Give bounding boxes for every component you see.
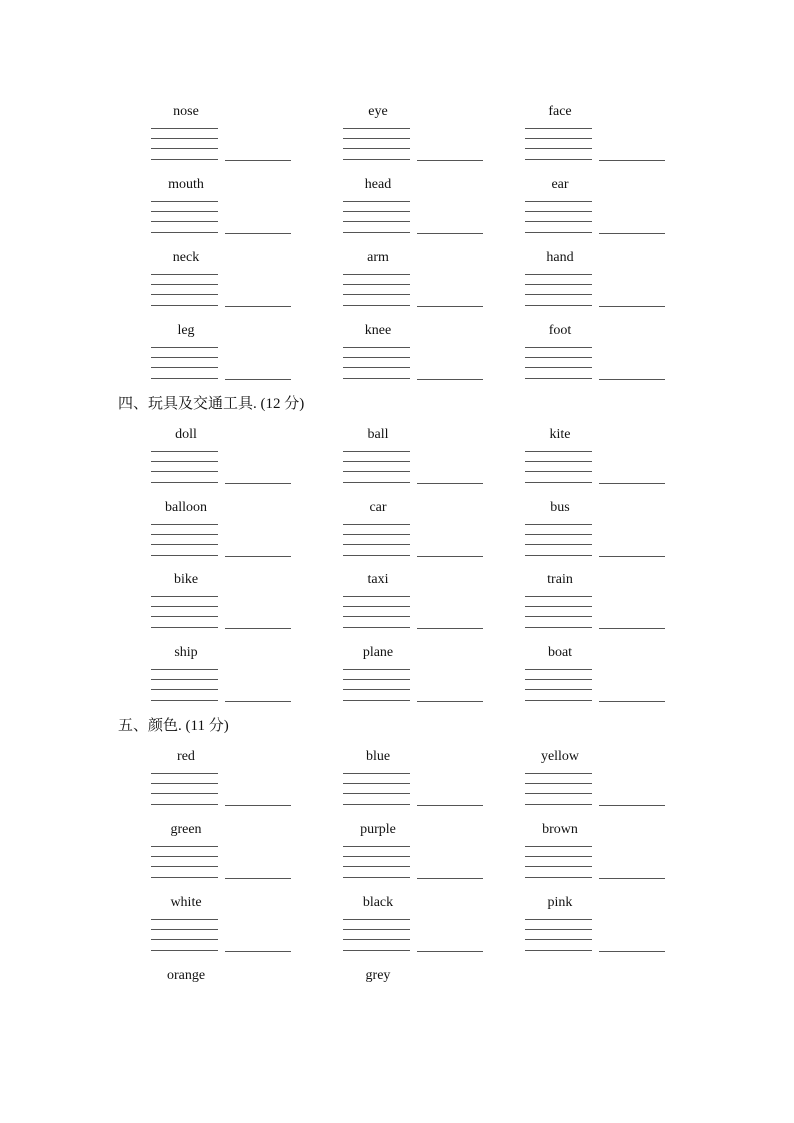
- guide-line: [525, 679, 592, 680]
- vocabulary-word: green: [170, 822, 202, 837]
- vocabulary-word: knee: [364, 323, 392, 338]
- guide-line: [151, 201, 218, 202]
- four-line-writing-guide[interactable]: [525, 201, 592, 233]
- guide-line: [525, 471, 592, 472]
- guide-line: [525, 793, 592, 794]
- guide-line: [525, 232, 592, 233]
- four-line-writing-guide[interactable]: [525, 347, 592, 379]
- guide-line: [151, 367, 218, 368]
- word-cell: [343, 895, 493, 965]
- four-line-writing-guide[interactable]: [343, 274, 410, 306]
- guide-line: [525, 461, 592, 462]
- answer-blank[interactable]: [599, 483, 665, 484]
- guide-line: [343, 471, 410, 472]
- guide-line: [151, 347, 218, 348]
- guide-line: [525, 274, 592, 275]
- vocabulary-word: ship: [174, 645, 198, 660]
- answer-blank[interactable]: [599, 160, 665, 161]
- guide-line: [343, 689, 410, 690]
- section-heading-toys-transport: 四、玩具及交通工具. (12 分): [118, 396, 305, 412]
- guide-line: [151, 357, 218, 358]
- guide-line: [525, 378, 592, 379]
- four-line-writing-guide[interactable]: [525, 274, 592, 306]
- guide-line: [525, 294, 592, 295]
- vocabulary-word: head: [364, 177, 392, 192]
- word-cell: [151, 250, 301, 320]
- four-line-writing-guide[interactable]: [151, 773, 218, 805]
- four-line-writing-guide[interactable]: [525, 596, 592, 628]
- guide-line: [151, 596, 218, 597]
- guide-line: [151, 804, 218, 805]
- guide-line: [343, 804, 410, 805]
- four-line-writing-guide[interactable]: [343, 846, 410, 878]
- guide-line: [151, 534, 218, 535]
- word-cell: [151, 968, 301, 1038]
- guide-line: [151, 950, 218, 951]
- answer-blank[interactable]: [417, 483, 483, 484]
- guide-line: [343, 627, 410, 628]
- guide-line: [525, 128, 592, 129]
- word-cell: [343, 427, 493, 497]
- vocabulary-word: neck: [172, 250, 200, 265]
- vocabulary-word: mouth: [168, 177, 204, 192]
- guide-line: [151, 148, 218, 149]
- vocabulary-word: brown: [542, 822, 578, 837]
- word-cell: [343, 104, 493, 174]
- guide-line: [151, 555, 218, 556]
- guide-line: [343, 606, 410, 607]
- four-line-writing-guide[interactable]: [343, 596, 410, 628]
- vocabulary-word: doll: [175, 427, 197, 442]
- guide-line: [525, 606, 592, 607]
- word-cell: [151, 645, 301, 715]
- vocabulary-word: nose: [173, 104, 199, 119]
- vocabulary-word: blue: [365, 749, 391, 764]
- answer-blank[interactable]: [225, 160, 291, 161]
- word-cell: [525, 749, 675, 819]
- guide-line: [525, 159, 592, 160]
- guide-line: [343, 211, 410, 212]
- guide-line: [525, 939, 592, 940]
- vocabulary-word: foot: [548, 323, 572, 338]
- vocabulary-word: arm: [367, 250, 389, 265]
- vocabulary-word: bike: [173, 572, 199, 587]
- guide-line: [151, 482, 218, 483]
- guide-line: [343, 669, 410, 670]
- answer-blank[interactable]: [417, 951, 483, 952]
- answer-blank[interactable]: [599, 379, 665, 380]
- guide-line: [343, 856, 410, 857]
- guide-line: [343, 451, 410, 452]
- guide-line: [343, 616, 410, 617]
- guide-line: [343, 138, 410, 139]
- guide-line: [525, 148, 592, 149]
- word-cell: [525, 572, 675, 642]
- guide-line: [151, 211, 218, 212]
- four-line-writing-guide[interactable]: [525, 846, 592, 878]
- guide-line: [343, 524, 410, 525]
- answer-blank[interactable]: [599, 951, 665, 952]
- guide-line: [151, 627, 218, 628]
- vocabulary-word: orange: [166, 968, 206, 983]
- answer-blank[interactable]: [417, 160, 483, 161]
- guide-line: [525, 804, 592, 805]
- guide-line: [343, 347, 410, 348]
- guide-line: [525, 596, 592, 597]
- guide-line: [151, 679, 218, 680]
- guide-line: [525, 451, 592, 452]
- guide-line: [343, 783, 410, 784]
- vocabulary-word: hand: [546, 250, 574, 265]
- guide-line: [151, 221, 218, 222]
- four-line-writing-guide[interactable]: [525, 773, 592, 805]
- guide-line: [151, 305, 218, 306]
- guide-line: [525, 773, 592, 774]
- guide-line: [151, 939, 218, 940]
- vocabulary-word: grey: [365, 968, 391, 983]
- answer-blank[interactable]: [225, 805, 291, 806]
- answer-blank[interactable]: [225, 379, 291, 380]
- guide-line: [343, 939, 410, 940]
- guide-line: [525, 482, 592, 483]
- four-line-writing-guide[interactable]: [151, 274, 218, 306]
- guide-line: [525, 846, 592, 847]
- guide-line: [525, 138, 592, 139]
- answer-blank[interactable]: [599, 556, 665, 557]
- guide-line: [151, 866, 218, 867]
- word-cell: [525, 822, 675, 892]
- answer-blank[interactable]: [225, 628, 291, 629]
- answer-blank[interactable]: [599, 701, 665, 702]
- guide-line: [343, 555, 410, 556]
- four-line-writing-guide[interactable]: [343, 669, 410, 701]
- guide-line: [343, 274, 410, 275]
- word-cell: [343, 572, 493, 642]
- vocabulary-word: plane: [362, 645, 394, 660]
- guide-line: [343, 679, 410, 680]
- guide-line: [151, 294, 218, 295]
- guide-line: [343, 367, 410, 368]
- guide-line: [151, 793, 218, 794]
- guide-line: [525, 856, 592, 857]
- four-line-writing-guide[interactable]: [343, 773, 410, 805]
- guide-line: [525, 544, 592, 545]
- section-heading-colors: 五、颜色. (11 分): [118, 718, 229, 734]
- word-cell: [525, 895, 675, 965]
- four-line-writing-guide[interactable]: [151, 524, 218, 556]
- answer-blank[interactable]: [225, 233, 291, 234]
- guide-line: [343, 221, 410, 222]
- word-cell: [151, 427, 301, 497]
- word-cell: [343, 822, 493, 892]
- word-cell: [343, 177, 493, 247]
- answer-blank[interactable]: [225, 306, 291, 307]
- word-cell: [151, 572, 301, 642]
- answer-blank[interactable]: [417, 233, 483, 234]
- guide-line: [151, 700, 218, 701]
- guide-line: [151, 929, 218, 930]
- guide-line: [343, 284, 410, 285]
- vocabulary-word: yellow: [540, 749, 580, 764]
- vocabulary-word: balloon: [165, 500, 207, 515]
- guide-line: [525, 689, 592, 690]
- guide-line: [151, 877, 218, 878]
- guide-line: [525, 534, 592, 535]
- word-cell: [151, 822, 301, 892]
- guide-line: [525, 919, 592, 920]
- word-cell: [151, 500, 301, 570]
- four-line-writing-guide[interactable]: [343, 347, 410, 379]
- four-line-writing-guide[interactable]: [343, 451, 410, 483]
- vocabulary-word: white: [170, 895, 202, 910]
- guide-line: [343, 950, 410, 951]
- guide-line: [525, 700, 592, 701]
- word-cell: [525, 500, 675, 570]
- guide-line: [343, 148, 410, 149]
- guide-line: [151, 232, 218, 233]
- guide-line: [151, 159, 218, 160]
- guide-line: [343, 482, 410, 483]
- four-line-writing-guide[interactable]: [525, 919, 592, 951]
- vocabulary-word: train: [547, 572, 573, 587]
- guide-line: [525, 367, 592, 368]
- word-cell: [151, 177, 301, 247]
- answer-blank[interactable]: [417, 805, 483, 806]
- word-cell: [151, 104, 301, 174]
- guide-line: [525, 627, 592, 628]
- guide-line: [343, 700, 410, 701]
- guide-line: [151, 471, 218, 472]
- guide-line: [343, 159, 410, 160]
- word-cell: [343, 323, 493, 393]
- word-cell: [525, 104, 675, 174]
- word-cell: [525, 250, 675, 320]
- answer-blank[interactable]: [599, 233, 665, 234]
- answer-blank[interactable]: [417, 379, 483, 380]
- answer-blank[interactable]: [225, 483, 291, 484]
- answer-blank[interactable]: [417, 628, 483, 629]
- guide-line: [343, 866, 410, 867]
- guide-line: [151, 773, 218, 774]
- guide-line: [343, 596, 410, 597]
- guide-line: [525, 347, 592, 348]
- vocabulary-word: kite: [549, 427, 571, 442]
- guide-line: [151, 524, 218, 525]
- guide-line: [151, 461, 218, 462]
- guide-line: [343, 461, 410, 462]
- guide-line: [151, 274, 218, 275]
- guide-line: [525, 284, 592, 285]
- vocabulary-word: purple: [360, 822, 396, 837]
- guide-line: [343, 201, 410, 202]
- four-line-writing-guide[interactable]: [151, 347, 218, 379]
- guide-line: [525, 950, 592, 951]
- guide-line: [343, 929, 410, 930]
- answer-blank[interactable]: [417, 556, 483, 557]
- guide-line: [151, 616, 218, 617]
- four-line-writing-guide[interactable]: [525, 451, 592, 483]
- vocabulary-word: taxi: [367, 572, 389, 587]
- guide-line: [151, 606, 218, 607]
- word-cell: [151, 749, 301, 819]
- four-line-writing-guide[interactable]: [151, 201, 218, 233]
- guide-line: [343, 534, 410, 535]
- guide-line: [343, 773, 410, 774]
- guide-line: [151, 919, 218, 920]
- guide-line: [343, 544, 410, 545]
- answer-blank[interactable]: [417, 306, 483, 307]
- four-line-writing-guide[interactable]: [343, 919, 410, 951]
- four-line-writing-guide[interactable]: [525, 669, 592, 701]
- vocabulary-word: ball: [367, 427, 389, 442]
- guide-line: [343, 305, 410, 306]
- four-line-writing-guide[interactable]: [151, 669, 218, 701]
- guide-line: [525, 357, 592, 358]
- guide-line: [151, 284, 218, 285]
- vocabulary-word: eye: [368, 104, 388, 119]
- guide-line: [151, 846, 218, 847]
- vocabulary-word: red: [177, 749, 195, 764]
- guide-line: [525, 669, 592, 670]
- four-line-writing-guide[interactable]: [151, 846, 218, 878]
- four-line-writing-guide[interactable]: [343, 201, 410, 233]
- answer-blank[interactable]: [599, 878, 665, 879]
- guide-line: [525, 877, 592, 878]
- vocabulary-word: car: [369, 500, 387, 515]
- guide-line: [525, 783, 592, 784]
- guide-line: [151, 138, 218, 139]
- guide-line: [525, 616, 592, 617]
- guide-line: [151, 544, 218, 545]
- guide-line: [525, 929, 592, 930]
- guide-line: [151, 783, 218, 784]
- four-line-writing-guide[interactable]: [151, 596, 218, 628]
- guide-line: [343, 919, 410, 920]
- answer-blank[interactable]: [225, 951, 291, 952]
- vocabulary-word: boat: [547, 645, 573, 660]
- guide-line: [151, 378, 218, 379]
- word-cell: [151, 895, 301, 965]
- guide-line: [343, 128, 410, 129]
- guide-line: [525, 555, 592, 556]
- four-line-writing-guide[interactable]: [525, 128, 592, 160]
- answer-blank[interactable]: [417, 701, 483, 702]
- answer-blank[interactable]: [599, 805, 665, 806]
- four-line-writing-guide[interactable]: [151, 919, 218, 951]
- word-cell: [525, 645, 675, 715]
- guide-line: [151, 856, 218, 857]
- four-line-writing-guide[interactable]: [343, 524, 410, 556]
- word-cell: [343, 968, 493, 1038]
- guide-line: [525, 524, 592, 525]
- four-line-writing-guide[interactable]: [525, 524, 592, 556]
- answer-blank[interactable]: [599, 628, 665, 629]
- word-cell: [151, 323, 301, 393]
- four-line-writing-guide[interactable]: [151, 128, 218, 160]
- word-cell: [343, 500, 493, 570]
- guide-line: [525, 305, 592, 306]
- answer-blank[interactable]: [225, 701, 291, 702]
- vocabulary-word: face: [548, 104, 572, 119]
- vocabulary-word: ear: [551, 177, 569, 192]
- word-cell: [343, 749, 493, 819]
- guide-line: [525, 221, 592, 222]
- answer-blank[interactable]: [225, 556, 291, 557]
- guide-line: [343, 846, 410, 847]
- guide-line: [151, 669, 218, 670]
- vocabulary-word: bus: [550, 500, 570, 515]
- vocabulary-word: pink: [547, 895, 573, 910]
- guide-line: [343, 232, 410, 233]
- guide-line: [151, 451, 218, 452]
- guide-line: [525, 211, 592, 212]
- guide-line: [343, 294, 410, 295]
- guide-line: [343, 877, 410, 878]
- guide-line: [343, 793, 410, 794]
- guide-line: [343, 357, 410, 358]
- four-line-writing-guide[interactable]: [151, 451, 218, 483]
- vocabulary-word: black: [362, 895, 394, 910]
- answer-blank[interactable]: [417, 878, 483, 879]
- word-cell: [525, 323, 675, 393]
- guide-line: [525, 201, 592, 202]
- word-cell: [525, 177, 675, 247]
- answer-blank[interactable]: [225, 878, 291, 879]
- answer-blank[interactable]: [599, 306, 665, 307]
- word-cell: [343, 250, 493, 320]
- guide-line: [151, 689, 218, 690]
- word-cell: [343, 645, 493, 715]
- word-cell: [525, 427, 675, 497]
- guide-line: [151, 128, 218, 129]
- vocabulary-word: leg: [177, 323, 195, 338]
- guide-line: [343, 378, 410, 379]
- four-line-writing-guide[interactable]: [343, 128, 410, 160]
- guide-line: [525, 866, 592, 867]
